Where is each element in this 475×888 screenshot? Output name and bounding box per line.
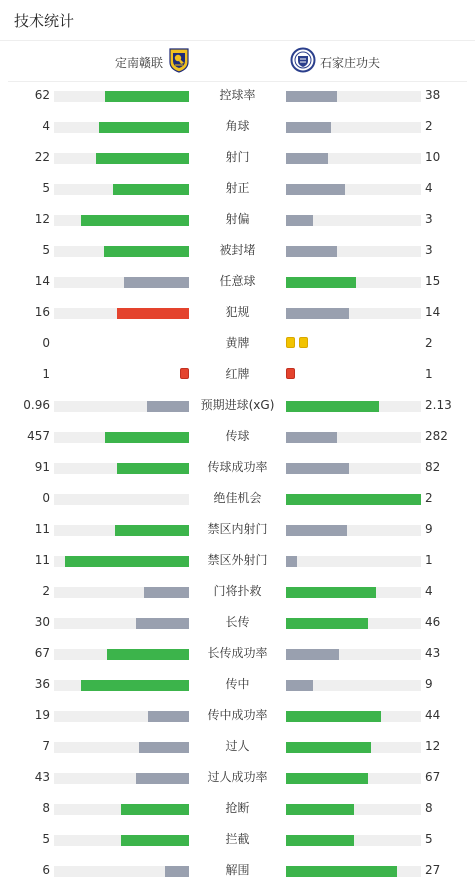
stat-row (0, 390, 475, 421)
away-value: 1 (425, 553, 433, 567)
home-cards (180, 368, 189, 379)
stat-row (0, 483, 475, 514)
away-value: 4 (425, 584, 433, 598)
home-bar-track (54, 773, 189, 784)
away-bar-fill (286, 246, 337, 257)
home-bar-track (54, 618, 189, 629)
home-value: 11 (34, 522, 50, 536)
stat-row (0, 111, 475, 142)
away-bar-track (286, 215, 421, 226)
home-value: 7 (42, 739, 50, 753)
away-bar-fill (286, 494, 421, 505)
home-bar-fill (121, 835, 189, 846)
away-value: 2.13 (425, 398, 452, 412)
home-bar-fill (65, 556, 189, 567)
away-bar-track (286, 91, 421, 102)
away-bar-fill (286, 184, 345, 195)
stat-row (0, 142, 475, 173)
stat-label: 传球成功率 (207, 460, 268, 474)
away-bar-fill (286, 556, 297, 567)
away-value: 46 (425, 615, 441, 629)
home-value: 62 (34, 88, 50, 102)
home-bar-fill (81, 215, 189, 226)
away-bar-track (286, 680, 421, 691)
home-bar-track (54, 91, 189, 102)
home-value: 1 (42, 367, 50, 381)
away-bar-fill (286, 804, 354, 815)
stat-label: 红牌 (225, 367, 250, 381)
stat-row (0, 514, 475, 545)
away-bar-fill (286, 773, 368, 784)
home-value: 8 (42, 801, 50, 815)
away-cards (286, 337, 308, 348)
home-value: 91 (34, 460, 50, 474)
home-value: 5 (42, 243, 50, 257)
stat-label: 角球 (225, 119, 250, 133)
home-bar-fill (139, 742, 189, 753)
stat-label: 拦截 (225, 832, 250, 846)
stat-label: 绝佳机会 (213, 491, 262, 505)
away-value: 9 (425, 522, 433, 536)
away-value: 3 (425, 212, 433, 226)
home-bar-fill (104, 246, 189, 257)
home-bar-fill (124, 277, 189, 288)
stat-label: 射偏 (225, 212, 250, 226)
home-bar-track (54, 401, 189, 412)
away-bar-track (286, 556, 421, 567)
stat-row (0, 359, 475, 390)
away-value: 8 (425, 801, 433, 815)
home-bar-track (54, 680, 189, 691)
away-bar-track (286, 277, 421, 288)
stat-row (0, 638, 475, 669)
away-bar-fill (286, 835, 354, 846)
home-value: 5 (42, 832, 50, 846)
away-bar-fill (286, 742, 371, 753)
lion-crest-icon (167, 47, 191, 77)
away-bar-track (286, 308, 421, 319)
home-bar-fill (136, 618, 189, 629)
home-bar-track (54, 587, 189, 598)
stat-row (0, 235, 475, 266)
page-title: 技术统计 (14, 12, 75, 30)
home-bar-track (54, 277, 189, 288)
stat-row (0, 328, 475, 359)
away-bar-track (286, 587, 421, 598)
home-value: 43 (34, 770, 50, 784)
away-value: 3 (425, 243, 433, 257)
home-bar-fill (147, 401, 189, 412)
away-bar-fill (286, 525, 347, 536)
stat-label: 传球 (225, 429, 250, 443)
stat-label: 抢断 (225, 801, 250, 815)
away-team-name: 石家庄功夫 (320, 55, 381, 70)
shield-crest-icon (290, 47, 316, 77)
home-bar-track (54, 835, 189, 846)
away-bar-track (286, 463, 421, 474)
away-bar-track (286, 835, 421, 846)
stat-label: 射正 (225, 181, 250, 195)
home-bar-track (54, 463, 189, 474)
team-header (0, 44, 475, 80)
away-bar-fill (286, 463, 349, 474)
stat-row (0, 576, 475, 607)
stat-row (0, 297, 475, 328)
away-bar-track (286, 773, 421, 784)
away-value: 5 (425, 832, 433, 846)
stat-label: 禁区内射门 (207, 522, 268, 536)
away-value: 15 (425, 274, 441, 288)
home-bar-track (54, 432, 189, 443)
away-value: 2 (425, 119, 433, 133)
home-bar-track (54, 525, 189, 536)
stat-row (0, 421, 475, 452)
home-bar-fill (107, 649, 189, 660)
away-value: 9 (425, 677, 433, 691)
away-bar-track (286, 432, 421, 443)
stat-label: 门将扑救 (213, 584, 262, 598)
stat-label: 射门 (225, 150, 250, 164)
away-bar-track (286, 618, 421, 629)
away-team[interactable] (290, 44, 380, 80)
away-bar-fill (286, 153, 328, 164)
home-team-name: 定南赣联 (114, 55, 163, 70)
stat-row (0, 762, 475, 793)
home-value: 11 (34, 553, 50, 567)
away-bar-fill (286, 215, 313, 226)
home-bar-fill (113, 184, 189, 195)
stat-label: 长传成功率 (207, 646, 268, 660)
stat-label: 过人 (225, 739, 250, 753)
stat-row (0, 204, 475, 235)
home-bar-track (54, 153, 189, 164)
home-bar-track (54, 742, 189, 753)
away-bar-fill (286, 618, 368, 629)
away-bar-track (286, 525, 421, 536)
away-value: 282 (425, 429, 448, 443)
away-bar-track (286, 711, 421, 722)
home-value: 0.96 (23, 398, 50, 412)
stat-label: 犯规 (225, 305, 250, 319)
stat-label: 预期进球(xG) (200, 398, 275, 412)
away-bar-fill (286, 308, 349, 319)
home-bar-track (54, 649, 189, 660)
home-bar-fill (96, 153, 189, 164)
home-bar-fill (121, 804, 189, 815)
stat-label: 长传 (225, 615, 250, 629)
away-value: 10 (425, 150, 441, 164)
away-bar-fill (286, 277, 356, 288)
away-bar-fill (286, 587, 376, 598)
home-value: 22 (34, 150, 50, 164)
home-value: 67 (34, 646, 50, 660)
away-bar-fill (286, 122, 331, 133)
away-value: 43 (425, 646, 441, 660)
red-card-icon (286, 368, 295, 379)
stat-row (0, 545, 475, 576)
away-bar-track (286, 649, 421, 660)
home-value: 16 (34, 305, 50, 319)
away-value: 1 (425, 367, 433, 381)
stat-label: 被封堵 (219, 243, 256, 257)
home-value: 0 (42, 491, 50, 505)
home-value: 36 (34, 677, 50, 691)
away-bar-fill (286, 680, 313, 691)
home-value: 4 (42, 119, 50, 133)
home-bar-track (54, 866, 189, 877)
stat-label: 黄牌 (225, 336, 250, 350)
home-value: 0 (42, 336, 50, 350)
home-bar-fill (81, 680, 189, 691)
away-cards (286, 368, 295, 379)
away-value: 12 (425, 739, 441, 753)
stat-row (0, 793, 475, 824)
stats-list (0, 80, 475, 886)
home-bar-track (54, 215, 189, 226)
home-bar-fill (117, 463, 189, 474)
home-bar-track (54, 246, 189, 257)
home-bar-track (54, 122, 189, 133)
home-bar-track (54, 184, 189, 195)
stat-label: 传中成功率 (207, 708, 268, 722)
away-bar-track (286, 742, 421, 753)
stat-row (0, 669, 475, 700)
stat-row (0, 266, 475, 297)
home-bar-fill (105, 432, 189, 443)
stat-row (0, 173, 475, 204)
stat-row (0, 731, 475, 762)
stat-row (0, 607, 475, 638)
home-bar-track (54, 804, 189, 815)
stat-label: 控球率 (219, 88, 256, 102)
yellow-card-icon (299, 337, 308, 348)
away-bar-track (286, 184, 421, 195)
home-bar-fill (105, 91, 189, 102)
home-bar-track (54, 308, 189, 319)
home-bar-track (54, 556, 189, 567)
away-value: 27 (425, 863, 441, 877)
home-team[interactable] (115, 44, 191, 80)
away-value: 4 (425, 181, 433, 195)
away-bar-track (286, 804, 421, 815)
away-bar-track (286, 494, 421, 505)
stat-label: 解围 (225, 863, 250, 877)
yellow-card-icon (286, 337, 295, 348)
away-value: 82 (425, 460, 441, 474)
away-bar-fill (286, 866, 397, 877)
away-bar-track (286, 246, 421, 257)
away-value: 38 (425, 88, 441, 102)
away-value: 67 (425, 770, 441, 784)
stat-row (0, 855, 475, 886)
away-bar-fill (286, 649, 339, 660)
stat-row (0, 80, 475, 111)
stat-label: 任意球 (219, 274, 256, 288)
stat-label: 禁区外射门 (207, 553, 268, 567)
away-bar-fill (286, 711, 381, 722)
home-bar-fill (148, 711, 189, 722)
home-value: 12 (34, 212, 50, 226)
home-value: 6 (42, 863, 50, 877)
home-bar-fill (136, 773, 189, 784)
stat-row (0, 700, 475, 731)
away-value: 44 (425, 708, 441, 722)
away-bar-fill (286, 432, 337, 443)
away-value: 14 (425, 305, 441, 319)
home-bar-fill (115, 525, 189, 536)
stat-row (0, 452, 475, 483)
away-value: 2 (425, 491, 433, 505)
away-value: 2 (425, 336, 433, 350)
away-bar-track (286, 401, 421, 412)
title-divider (0, 40, 475, 41)
home-value: 30 (34, 615, 50, 629)
away-bar-fill (286, 401, 379, 412)
away-bar-fill (286, 91, 337, 102)
home-value: 19 (34, 708, 50, 722)
stat-row (0, 824, 475, 855)
home-bar-fill (117, 308, 189, 319)
home-value: 5 (42, 181, 50, 195)
stat-label: 过人成功率 (207, 770, 268, 784)
home-value: 2 (42, 584, 50, 598)
home-bar-fill (99, 122, 189, 133)
home-bar-track (54, 494, 189, 505)
red-card-icon (180, 368, 189, 379)
home-bar-fill (144, 587, 189, 598)
away-bar-track (286, 153, 421, 164)
home-value: 457 (27, 429, 50, 443)
home-value: 14 (34, 274, 50, 288)
home-bar-fill (165, 866, 189, 877)
away-bar-track (286, 122, 421, 133)
stat-label: 传中 (225, 677, 250, 691)
home-bar-track (54, 711, 189, 722)
away-bar-track (286, 866, 421, 877)
